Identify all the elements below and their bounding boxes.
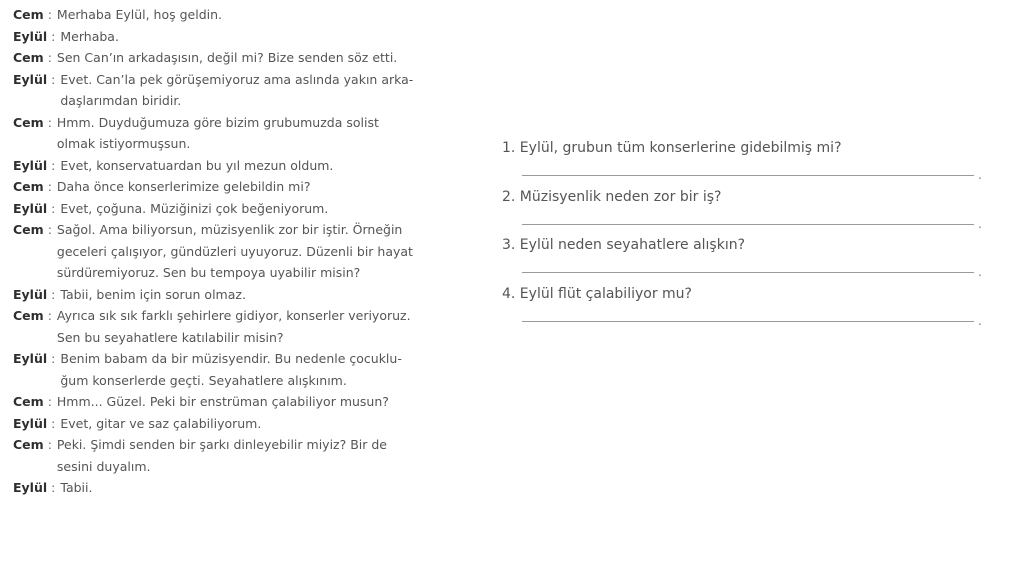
dialogue-text: Hmm. Duyduğumuza göre bizim grubumuzda solist olmak istiyormuşsun. [56, 114, 379, 151]
speaker-name: Cem [13, 7, 44, 22]
speaker-name: Eylül [13, 351, 48, 366]
speaker-separator: : [47, 7, 52, 22]
speaker-separator: : [47, 308, 52, 323]
dialogue-text: Ayrıca sık sık farklı şehirlere gidiyor, konserler veriyoruz. Sen bu seyahatlere katılabilir misin? [56, 308, 411, 345]
speaker-name: Cem [13, 114, 44, 130]
speaker-separator: : [47, 437, 52, 452]
question-text: 1. Eylül, grubun tüm konserlerine gidebilmiş mi? [502, 140, 842, 156]
speaker-separator: : [51, 286, 56, 302]
dialogue-line [13, 155, 468, 177]
speaker-separator: : [51, 157, 56, 173]
answer-line[interactable] [522, 224, 974, 225]
answer-end-mark: . [978, 313, 982, 328]
dialogue-text: Peki. Şimdi senden bir şarkı dinleyebilir miyiz? Bir de sesini duyalım. [56, 437, 387, 474]
answer-line[interactable] [522, 175, 974, 176]
question-list [502, 137, 987, 331]
speaker-separator: : [51, 351, 56, 366]
speaker-separator: : [51, 71, 56, 87]
dialogue-text: Evet, gitar ve saz çalabiliyorum. [60, 415, 262, 431]
dialogue-text: Sen Can’ın arkadaşısın, değil mi? Bize senden söz etti. [56, 50, 398, 65]
speaker-name: Eylül [13, 480, 48, 495]
dialogue-line [13, 348, 468, 391]
speaker-separator: : [47, 50, 52, 65]
dialogue-text: Sağol. Ama biliyorsun, müzisyenlik zor bir iştir. Örneğin geceleri çalışıyor, gündüzleri uyuyoruz. Düzenli bir hayat sürdüremiyoruz. Sen bu tempoya uyabilir misin? [56, 222, 413, 280]
speaker-name: Eylül [13, 71, 48, 87]
dialogue-block [13, 4, 468, 499]
dialogue-text: Tabii. [60, 480, 93, 495]
answer-end-mark: . [978, 216, 982, 231]
speaker-name: Cem [13, 50, 44, 65]
answer-line[interactable] [522, 272, 974, 273]
dialogue-line [13, 176, 468, 198]
dialogue-text: Evet, çoğuna. Müziğinizi çok beğeniyorum. [60, 200, 329, 216]
speaker-name: Eylül [13, 28, 48, 44]
answer-line[interactable] [522, 321, 974, 322]
dialogue-line [13, 434, 468, 477]
dialogue-text: Evet. Can’la pek görüşemiyoruz ama aslında yakın arka- daşlarımdan biridir. [60, 71, 414, 108]
dialogue-text: Daha önce konserlerimize gelebildin mi? [56, 179, 311, 194]
dialogue-line [13, 219, 468, 284]
answer-end-mark: . [978, 168, 982, 182]
speaker-name: Cem [13, 179, 44, 194]
dialogue-line [13, 198, 468, 220]
speaker-name: Cem [13, 437, 44, 452]
question-item [502, 186, 987, 235]
dialogue-line [13, 391, 468, 413]
question-text: 4. Eylül flüt çalabiliyor mu? [502, 285, 692, 302]
dialogue-line [13, 477, 468, 499]
question-item [502, 137, 987, 186]
dialogue-text: Tabii, benim için sorun olmaz. [60, 286, 246, 302]
dialogue-text: Merhaba. [60, 28, 119, 44]
question-item [502, 234, 987, 283]
question-text: 3. Eylül neden seyahatlere alışkın? [502, 237, 746, 253]
speaker-separator: : [51, 28, 56, 44]
speaker-name: Cem [13, 308, 44, 323]
dialogue-line [13, 305, 468, 348]
speaker-name: Cem [13, 394, 44, 409]
speaker-separator: : [51, 480, 56, 495]
speaker-separator: : [47, 114, 52, 130]
speaker-separator: : [51, 415, 56, 431]
dialogue-line [13, 69, 468, 112]
speaker-separator: : [47, 179, 52, 194]
speaker-name: Cem [13, 222, 44, 237]
answer-end-mark: . [978, 265, 982, 279]
dialogue-line [13, 26, 468, 48]
speaker-separator: : [51, 200, 56, 216]
speaker-name: Eylül [13, 286, 48, 302]
dialogue-text: Evet, konservatuardan bu yıl mezun oldum. [60, 157, 334, 173]
speaker-name: Eylül [13, 157, 48, 173]
dialogue-text: Hmm... Güzel. Peki bir enstrüman çalabiliyor musun? [56, 394, 389, 409]
dialogue-line [13, 4, 468, 26]
dialogue-line [13, 47, 468, 69]
dialogue-text: Merhaba Eylül, hoş geldin. [56, 7, 223, 22]
dialogue-line [13, 413, 468, 435]
speaker-name: Eylül [13, 200, 48, 216]
dialogue-line [13, 284, 468, 306]
question-text: 2. Müzisyenlik neden zor bir iş? [502, 188, 722, 205]
speaker-name: Eylül [13, 415, 48, 431]
dialogue-line [13, 112, 468, 155]
speaker-separator: : [47, 394, 52, 409]
dialogue-text: Benim babam da bir müzisyendir. Bu nedenle çocuklu- ğum konserlerde geçti. Seyahatlere alışkınım. [60, 351, 402, 388]
question-item [502, 283, 987, 332]
speaker-separator: : [47, 222, 52, 237]
